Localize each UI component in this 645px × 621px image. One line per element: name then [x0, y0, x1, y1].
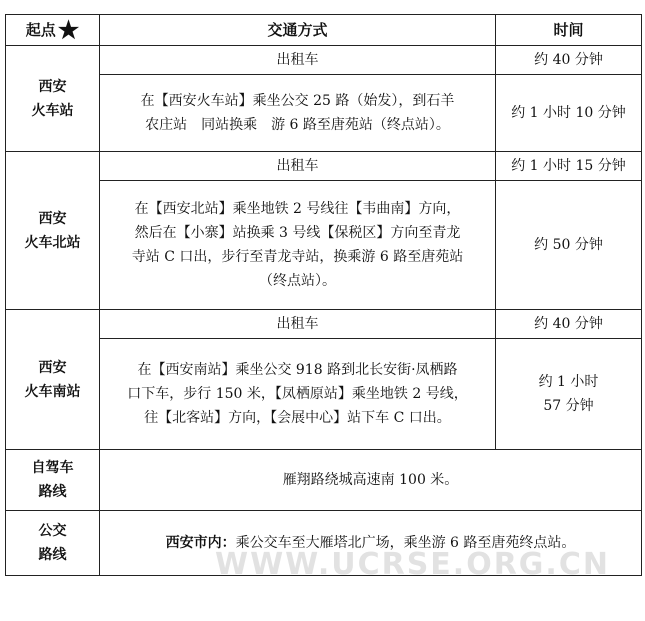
origin-name-line: 火车站: [31, 102, 74, 119]
taxi-time: 约 40 分钟: [496, 310, 642, 339]
header-origin-label: 起点: [25, 21, 56, 39]
origin-name-line: 路线: [38, 547, 67, 563]
header-mode: 交通方式: [100, 15, 496, 46]
header-time: 时间: [496, 15, 642, 46]
route-line: 在【西安火车站】乘坐公交 25 路（始发），到石羊: [140, 93, 455, 109]
transport-table: [5, 14, 642, 576]
south-route-time: [496, 339, 642, 450]
table-row: [6, 310, 642, 339]
table-row: [6, 152, 642, 181]
time-line: 57 分钟: [543, 398, 594, 414]
route-line: 往【北客站】方向，【会展中心】站下车 C 口出。: [144, 410, 451, 426]
header-origin: [6, 15, 100, 46]
origin-name-line: 路线: [38, 484, 67, 500]
origin-public-bus: [6, 511, 100, 576]
bus-route: [100, 75, 496, 152]
star-icon: ★: [57, 15, 80, 44]
origin-name-line: 西安: [38, 359, 67, 376]
origin-name-line: 西安: [38, 78, 67, 95]
origin-self-drive: [6, 450, 100, 511]
route-line: 然后在【小寨】站换乘 3 号线【保税区】方向至青龙: [134, 225, 461, 241]
origin-name-line: 火车北站: [24, 234, 81, 251]
route-line: 口下车，步行 150 米，【凤栖原站】乘坐地铁 2 号线，: [127, 386, 468, 402]
route-line: （终点站）。: [259, 273, 336, 289]
self-drive-route: 雁翔路绕城高速南 100 米。: [100, 450, 642, 511]
taxi-time: 约 1 小时 15 分钟: [496, 152, 642, 181]
time-line: 约 1 小时: [538, 374, 599, 390]
origin-xian-south: [6, 310, 100, 450]
table-row: [6, 46, 642, 75]
taxi-mode: 出租车: [100, 310, 496, 339]
taxi-mode: 出租车: [100, 46, 496, 75]
route-prefix: 西安市内：: [165, 535, 236, 551]
bus-time: 约 1 小时 10 分钟: [496, 75, 642, 152]
metro-route: [100, 181, 496, 310]
route-line: 在【西安南站】乘坐公交 918 路到北长安街·凤栖路: [137, 362, 458, 378]
origin-xian-north: [6, 152, 100, 310]
metro-time: 约 50 分钟: [496, 181, 642, 310]
taxi-time: 约 40 分钟: [496, 46, 642, 75]
route-line: 寺站 C 口出，步行至青龙寺站，换乘游 6 路至唐苑站: [131, 249, 464, 265]
table-row: [6, 339, 642, 450]
route-line: 农庄站 同站换乘 游 6 路至唐苑站（终点站）。: [145, 117, 450, 133]
origin-name-line: 西安: [38, 210, 67, 227]
table-row: [6, 75, 642, 152]
table-header-row: [6, 15, 642, 46]
route-line: 在【西安北站】乘坐地铁 2 号线往【韦曲南】方向，: [134, 201, 461, 217]
table-row: [6, 181, 642, 310]
origin-xian-station: [6, 46, 100, 152]
origin-name-line: 公交: [38, 523, 67, 539]
origin-name-line: 火车南站: [24, 383, 81, 400]
origin-name-line: 自驾车: [31, 460, 74, 476]
route-text: 乘公交车至大雁塔北广场，乘坐游 6 路至唐苑终点站。: [235, 535, 576, 551]
south-route: [100, 339, 496, 450]
watermark: WWW.UCRSE.ORG.CN: [215, 547, 610, 582]
table-row: [6, 450, 642, 511]
taxi-mode: 出租车: [100, 152, 496, 181]
